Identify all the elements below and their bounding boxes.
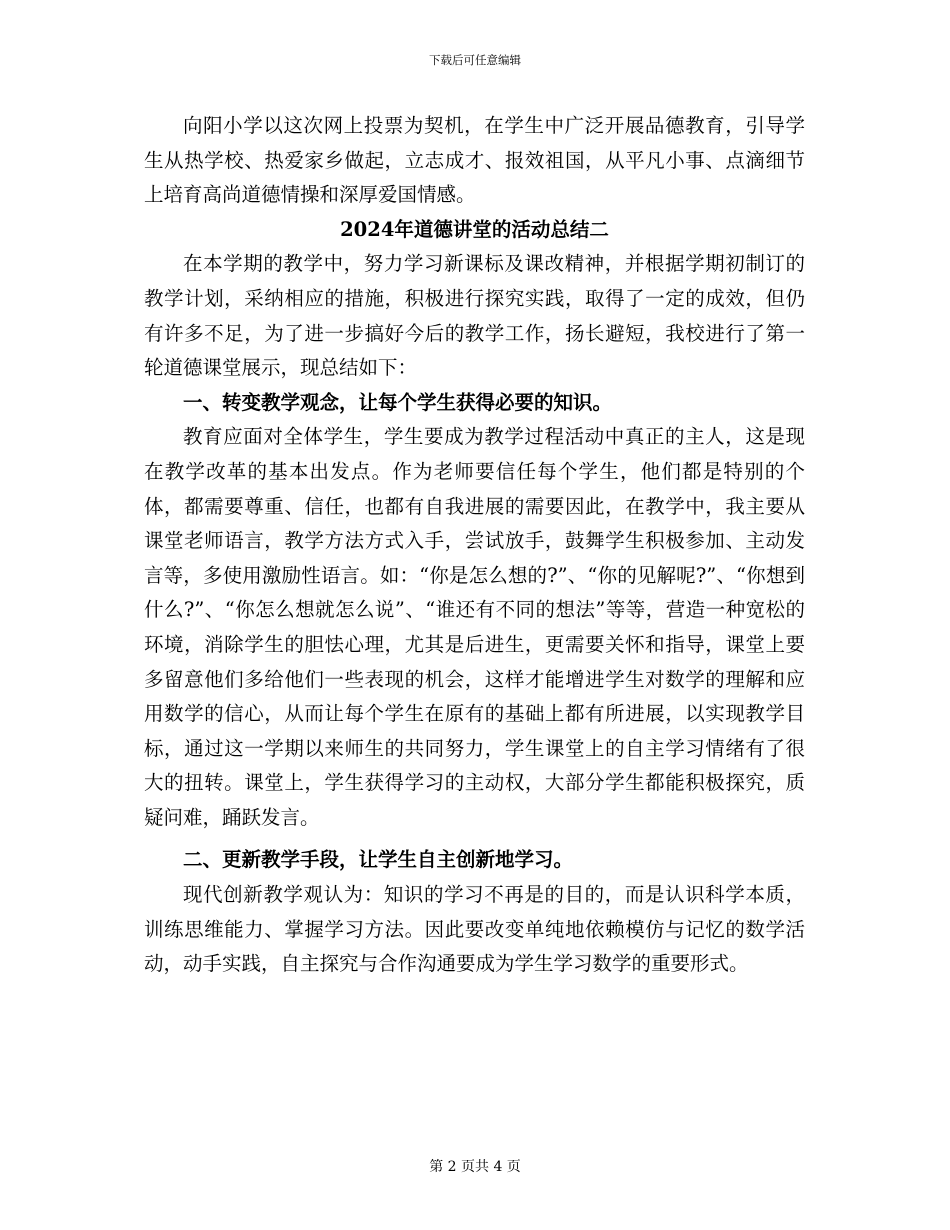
paragraph-3: 教育应面对全体学生，学生要成为教学过程活动中真正的主人，这是现在教学改革的基本出发点。作为老师要信任每个学生，他们都是特别的个体，都需要尊重、信任，也都有自我进展的需要因此，在教学中，我主要从课堂老师语言，教学方法方式入手，尝试放手，鼓舞学生积极参加、主动发言等，多使用激励性语言。如：“你是怎么想的?”、“你的见解呢?”、“你想到什么?”、“你怎么想就怎么说”、“谁还有不同的想法”等等，营造一种宽松的环境，消除学生的胆怯心理，尤其是后进生，更需要关怀和指导，课堂上要多留意他们多给他们一些表现的机会，这样才能增进学生对数学的理解和应用数学的信心，从而让每个学生在原有的基础上都有所进展，以实现教学目标，通过这一学期以来师生的共同努力，学生课堂上的自主学习情绪有了很大的扭转。课堂上，学生获得学习的主动权，大部分学生都能积极探究，质疑问难，踊跃发言。 — [144, 425, 805, 829]
paragraph-4: 现代创新教学观认为：知识的学习不再是的目的，而是认识科学本质，训练思维能力、掌握学习方法。因此要改变单纯地依赖模仿与记忆的数学活动，动手实践，自主探究与合作沟通要成为学生学习数学的重要形式。 — [144, 883, 805, 976]
page-footer: 第 2 页共 4 页 — [429, 1159, 521, 1175]
section-title: 2024年道德讲堂的活动总结二 — [340, 217, 609, 241]
heading-1: 一、转变教学观念，让每个学生获得必要的知识。 — [183, 390, 613, 414]
page-header: 下载后可任意编辑 — [429, 53, 521, 67]
paragraph-1: 向阳小学以这次网上投票为契机，在学生中广泛开展品德教育，引导学生从热学校、热爱家乡做起，立志成才、报效祖国，从平凡小事、点滴细节上培育高尚道德情操和深厚爱国情感。 — [144, 114, 805, 207]
heading-2: 二、更新教学手段，让学生自主创新地学习。 — [183, 848, 574, 872]
paragraph-2: 在本学期的教学中，努力学习新课标及课改精神，并根据学期初制订的教学计划，采纳相应的措施，积极进行探究实践，取得了一定的成效，但仍有许多不足，为了进一步搞好今后的教学工作，扬长避短，我校进行了第一轮道德课堂展示，现总结如下： — [144, 252, 805, 380]
document-body — [144, 109, 805, 982]
